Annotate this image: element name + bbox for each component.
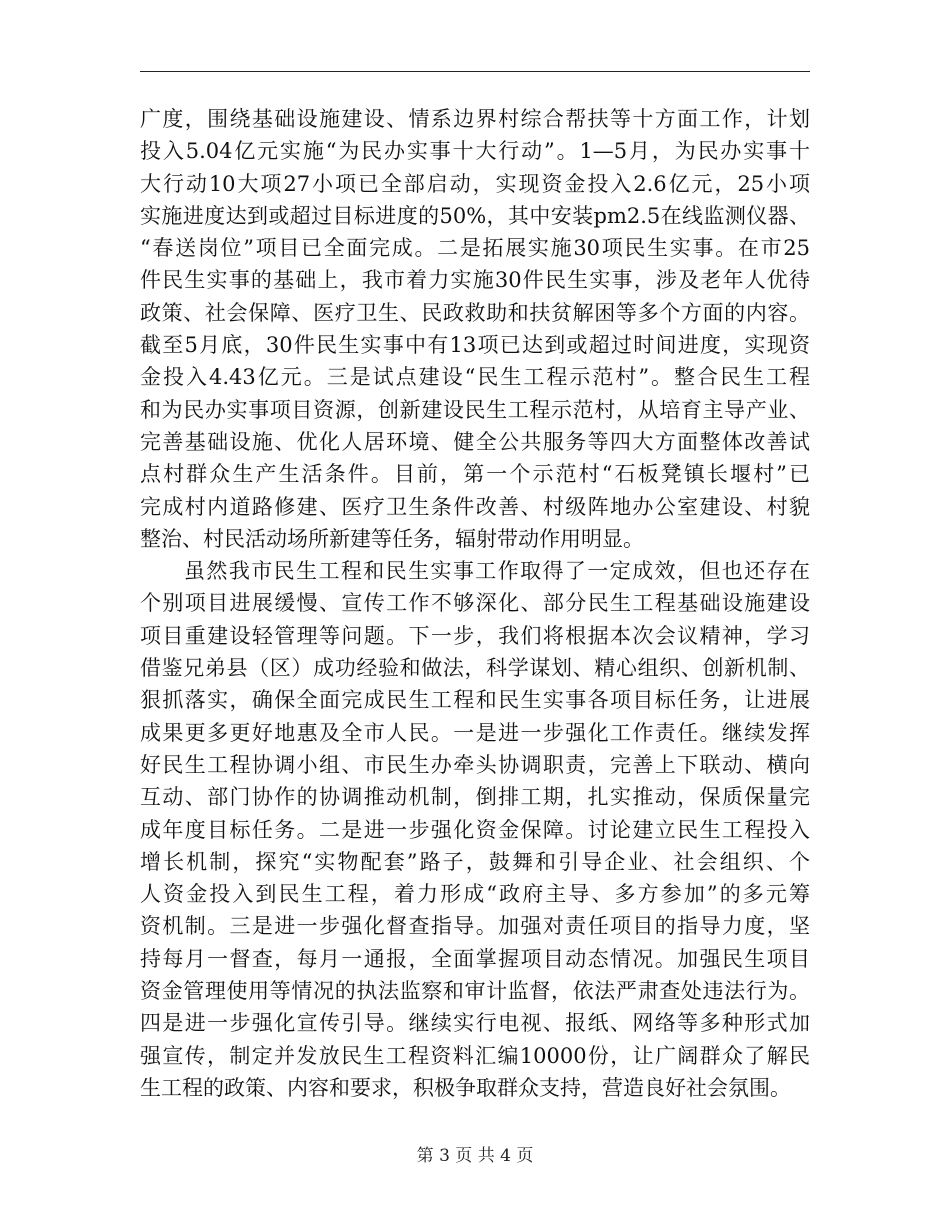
text-line: 个别项目进展缓慢、宣传工作不够深化、部分民生工程基础设施建设 bbox=[140, 591, 810, 616]
text-line: 和为民办实事项目资源，创新建设民生工程示范村，从培育主导产业、 bbox=[140, 397, 810, 422]
text-line: 四是进一步强化宣传引导。继续实行电视、报纸、网络等多种形式加 bbox=[140, 1011, 810, 1036]
text-line: “春送岗位”项目已全面完成。二是拓展实施30项民生实事。在市25 bbox=[140, 236, 810, 261]
text-line: 借鉴兄弟县（区）成功经验和做法，科学谋划、精心组织、创新机制、 bbox=[140, 656, 810, 681]
text-line: 完成村内道路修建、医疗卫生条件改善、村级阵地办公室建设、村貌 bbox=[140, 494, 810, 519]
text-line: 强宣传，制定并发放民生工程资料汇编10000份，让广阔群众了解民 bbox=[140, 1043, 810, 1068]
text-line: 人资金投入到民生工程，着力形成“政府主导、多方参加”的多元筹 bbox=[140, 882, 810, 907]
body-text bbox=[140, 103, 810, 1104]
text-line: 狠抓落实，确保全面完成民生工程和民生实事各项目标任务，让进展 bbox=[140, 688, 810, 713]
text-line: 广度，围绕基础设施建设、情系边界村综合帮扶等十方面工作，计划 bbox=[140, 107, 810, 131]
text-line: 虽然我市民生工程和民生实事工作取得了一定成效，但也还存在 bbox=[184, 559, 810, 584]
text-line: 截至5月底，30件民生实事中有13项已达到或超过时间进度，实现资 bbox=[140, 333, 810, 358]
text-line: 好民生工程协调小组、市民生办牵头协调职责，完善上下联动、横向 bbox=[140, 752, 810, 777]
text-line: 资金管理使用等情况的执法监察和审计监督，依法严肃查处违法行为。 bbox=[140, 979, 810, 1004]
text-line: 互动、部门协作的协调推动机制，倒排工期，扎实推动，保质保量完 bbox=[140, 785, 810, 810]
text-line: 实施进度达到或超过目标进度的50%，其中安装pm2.5在线监测仪器、 bbox=[140, 203, 810, 228]
text-line: 金投入4.43亿元。三是试点建设“民生工程示范村”。整合民生工程 bbox=[140, 365, 810, 390]
page-number-footer: 第 3 页 共 4 页 bbox=[416, 1146, 534, 1166]
text-line: 完善基础设施、优化人居环境、健全公共服务等四大方面整体改善试 bbox=[140, 429, 810, 454]
text-line: 件民生实事的基础上，我市着力实施30件民生实事，涉及老年人优待 bbox=[140, 268, 810, 293]
text-line: 成年度目标任务。二是进一步强化资金保障。讨论建立民生工程投入 bbox=[140, 817, 810, 842]
text-line: 点村群众生产生活条件。目前，第一个示范村“石板凳镇长堰村”已 bbox=[140, 462, 810, 487]
text-line: 成果更多更好地惠及全市人民。一是进一步强化工作责任。继续发挥 bbox=[140, 720, 810, 745]
text-line: 资机制。三是进一步强化督查指导。加强对责任项目的指导力度，坚 bbox=[140, 914, 810, 939]
text-line: 项目重建设轻管理等问题。下一步，我们将根据本次会议精神，学习 bbox=[140, 623, 810, 648]
text-line: 投入5.04亿元实施“为民办实事十大行动”。1—5月，为民办实事十 bbox=[140, 139, 810, 164]
text-line: 持每月一督查，每月一通报，全面掌握项目动态情况。加强民生项目 bbox=[140, 946, 810, 971]
text-line: 增长机制，探究“实物配套”路子，鼓舞和引导企业、社会组织、个 bbox=[140, 849, 810, 874]
text-line: 政策、社会保障、医疗卫生、民政救助和扶贫解困等多个方面的内容。 bbox=[140, 300, 810, 325]
paragraph-1 bbox=[140, 103, 810, 555]
header-rule bbox=[140, 71, 810, 72]
text-line: 生工程的政策、内容和要求，积极争取群众支持，营造良好社会氛围。 bbox=[140, 1075, 791, 1100]
text-line: 整治、村民活动场所新建等任务，辐射带动作用明显。 bbox=[140, 526, 644, 551]
text-line: 大行动10大项27小项已全部启动，实现资金投入2.6亿元，25小项 bbox=[140, 171, 810, 196]
paragraph-2 bbox=[140, 555, 810, 1104]
